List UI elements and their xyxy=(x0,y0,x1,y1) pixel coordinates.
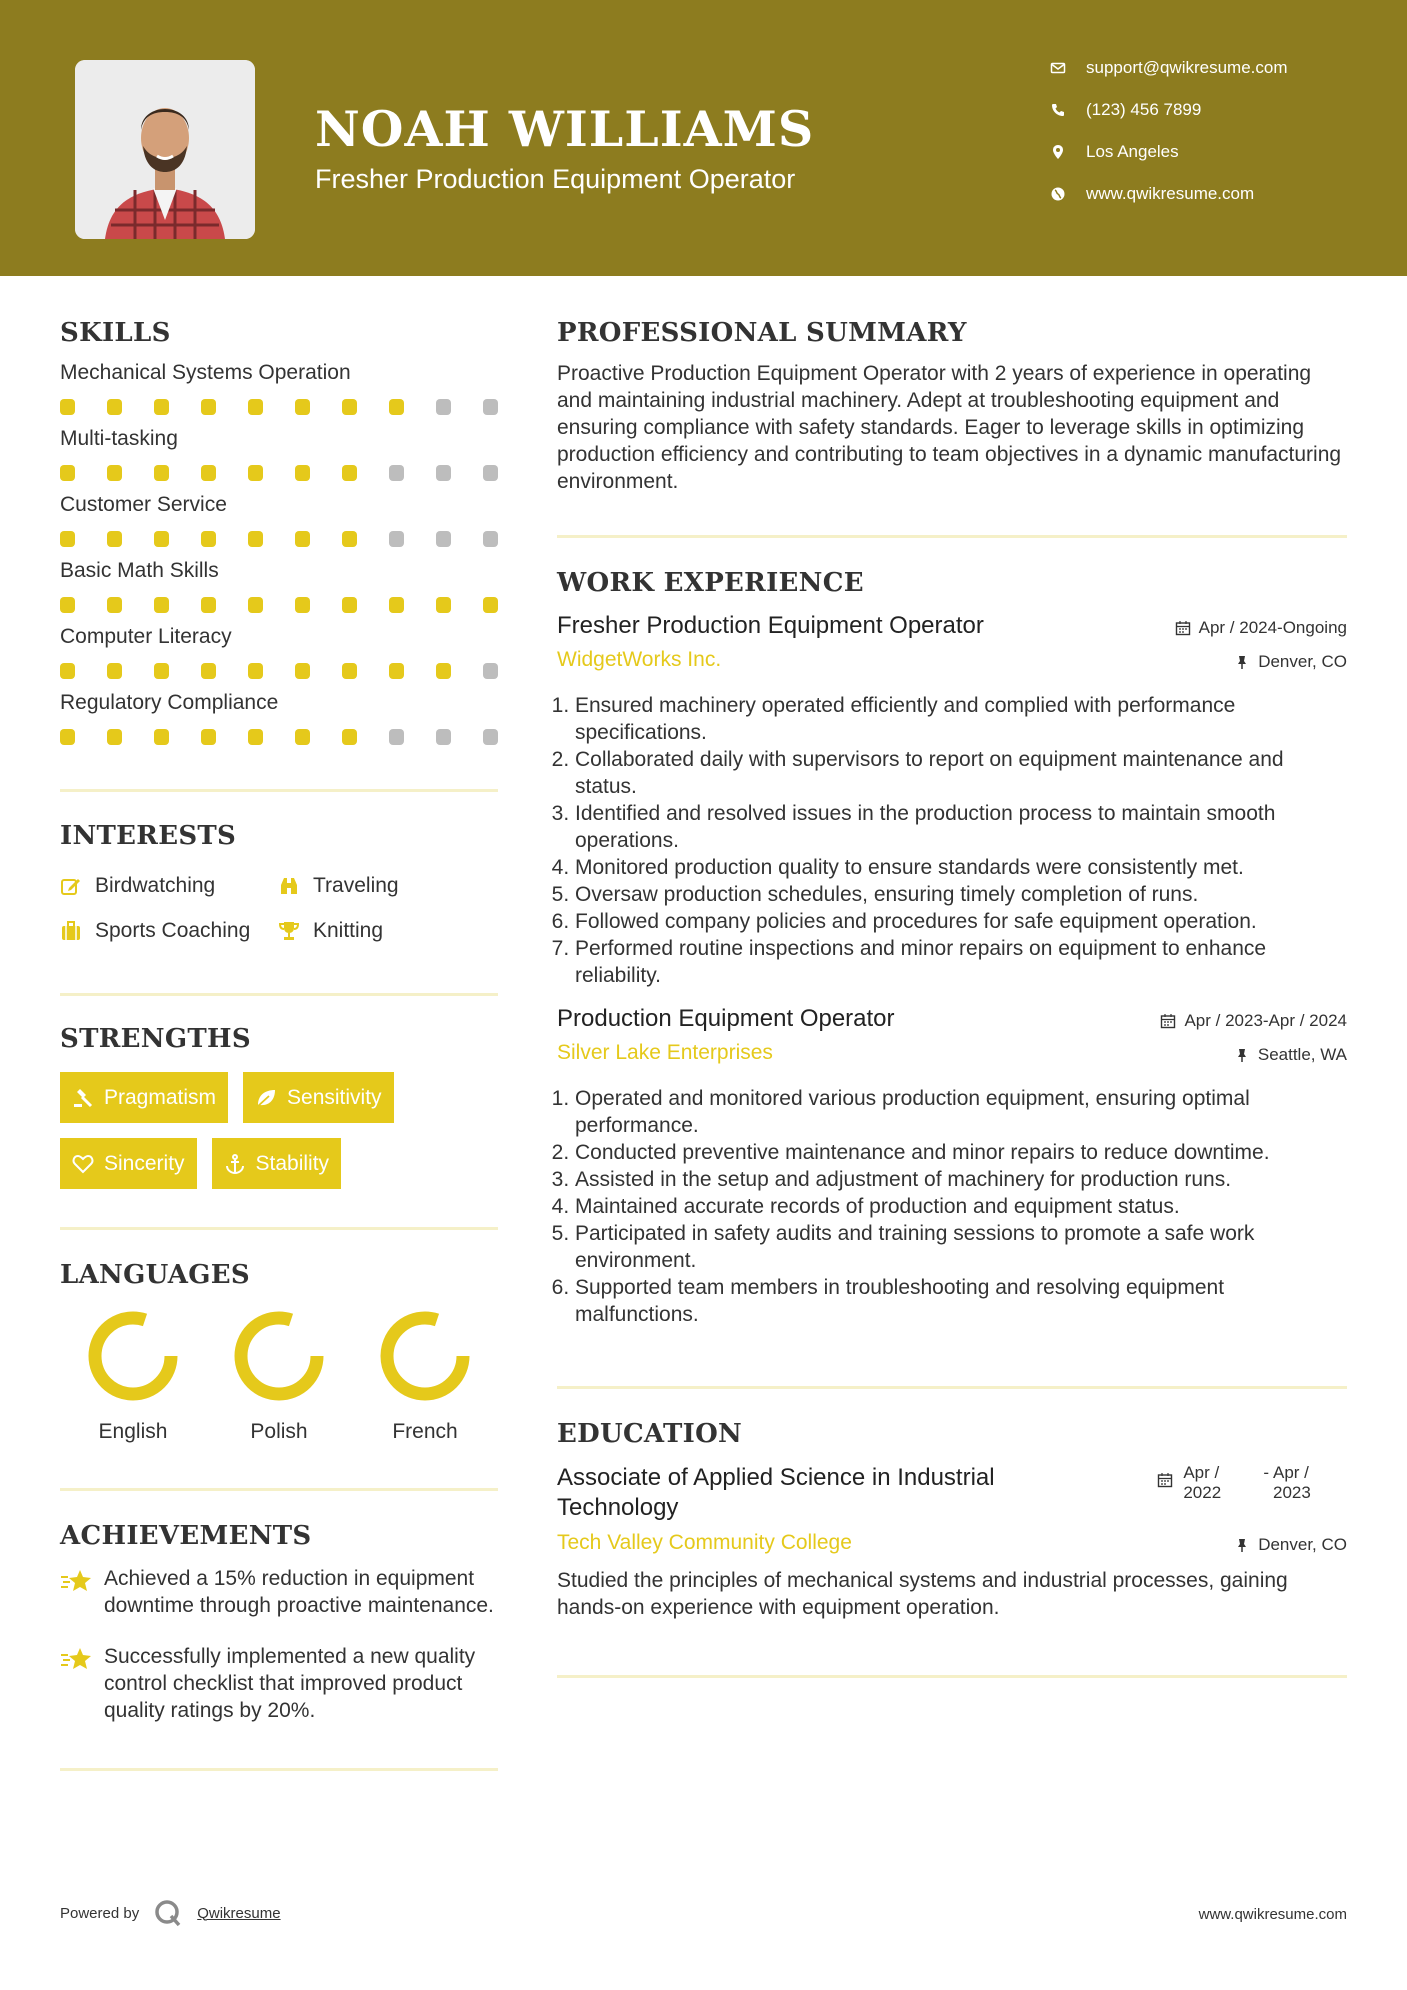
skill-dot xyxy=(389,597,404,613)
skill-dot xyxy=(107,597,122,613)
company-name: Silver Lake Enterprises xyxy=(557,1041,773,1064)
calendar-icon xyxy=(1160,1013,1176,1029)
education-heading: EDUCATION xyxy=(557,1419,743,1449)
skill-dot xyxy=(342,597,357,613)
job-subheader xyxy=(557,648,1347,678)
skill-dot xyxy=(201,597,216,613)
heart-icon xyxy=(72,1153,94,1175)
education-location xyxy=(1234,1535,1347,1555)
skill-dot xyxy=(201,663,216,679)
skill-dot xyxy=(436,465,451,481)
skill-name: Computer Literacy xyxy=(60,625,232,648)
skill-dot xyxy=(154,597,169,613)
contact-website[interactable] xyxy=(1050,184,1390,204)
trophy-icon xyxy=(278,920,300,942)
education-description: Studied the principles of mechanical systems and industrial processes, gaining hands-on experience with equipment operation. xyxy=(557,1569,1288,1619)
skill-name: Customer Service xyxy=(60,493,227,516)
strength-label: Pragmatism xyxy=(104,1085,217,1109)
skill-dot xyxy=(483,531,498,547)
duties-list xyxy=(557,1085,1347,1328)
left-column xyxy=(60,318,498,1771)
language-item xyxy=(206,1308,352,1444)
globe-icon xyxy=(1050,186,1086,202)
candidate-role: Fresher Production Equipment Operator xyxy=(315,164,796,194)
skill-dot xyxy=(436,663,451,679)
education-start: Apr / 2022 xyxy=(1183,1463,1222,1502)
language-level-arc xyxy=(95,1318,171,1394)
skill-dot xyxy=(107,663,122,679)
language-name: English xyxy=(98,1420,168,1443)
skill-dot xyxy=(483,663,498,679)
section-divider xyxy=(557,1675,1347,1678)
skill-dot xyxy=(154,729,169,745)
contact-email-text: support@qwikresume.com xyxy=(1086,58,1288,77)
education-header xyxy=(557,1463,1347,1525)
skill-dot xyxy=(295,597,310,613)
interest-label: Traveling xyxy=(313,873,399,897)
duty-item: 1. Operated and monitored various production equipment, ensuring optimal performance. xyxy=(575,1085,1347,1139)
language-ring xyxy=(231,1308,327,1404)
section-divider xyxy=(60,1768,498,1771)
strength-label: Sensitivity xyxy=(287,1085,382,1109)
job-header xyxy=(557,612,1347,648)
job-header xyxy=(557,1005,1347,1041)
phone-icon xyxy=(1050,102,1086,118)
strengths-heading: STRENGTHS xyxy=(60,1024,251,1054)
skill-dot xyxy=(295,663,310,679)
job-dates xyxy=(1160,1011,1347,1031)
star-badge-icon xyxy=(60,1567,94,1595)
duty-item: 4. Maintained accurate records of production and equipment status. xyxy=(575,1193,1347,1220)
duty-item: 4. Monitored production quality to ensure standards were consistently met. xyxy=(575,854,1347,881)
map-marker-icon xyxy=(1050,144,1086,160)
section-divider xyxy=(557,1386,1347,1389)
skill-dot xyxy=(295,531,310,547)
interest-label: Sports Coaching xyxy=(95,918,251,942)
skill-dot xyxy=(201,465,216,481)
skill-rating xyxy=(60,597,498,613)
date-separator: - xyxy=(1263,1463,1269,1482)
skill-dot xyxy=(295,465,310,481)
skill-dot xyxy=(436,399,451,415)
achievements-section xyxy=(60,1521,498,1771)
skill-dot xyxy=(60,399,75,415)
education-end: Apr / 2023 xyxy=(1273,1463,1311,1502)
skill-dot xyxy=(389,465,404,481)
skill-dot xyxy=(154,663,169,679)
duty-item: 5. Participated in safety audits and training sessions to promote a safe work environment. xyxy=(575,1220,1347,1274)
strengths-section xyxy=(60,1024,498,1230)
skill-dot xyxy=(154,399,169,415)
strength-tag xyxy=(243,1072,394,1123)
qwikresume-link[interactable]: Qwikresume xyxy=(197,1904,281,1922)
achievement-item xyxy=(60,1643,498,1724)
skill-dot xyxy=(248,663,263,679)
duty-item: 3. Identified and resolved issues in the production process to maintain smooth operations. xyxy=(575,800,1347,854)
strength-tag xyxy=(60,1138,197,1189)
skill-dot xyxy=(107,465,122,481)
section-divider xyxy=(60,1227,498,1230)
skill-dot xyxy=(107,729,122,745)
suitcase-icon xyxy=(60,920,82,942)
skill-dot xyxy=(154,465,169,481)
interests-heading: INTERESTS xyxy=(60,821,237,851)
job-location-text: Denver, CO xyxy=(1258,652,1347,671)
interest-label: Knitting xyxy=(313,918,384,942)
skill-dot xyxy=(201,729,216,745)
company-name: WidgetWorks Inc. xyxy=(557,648,722,671)
skill-dot xyxy=(389,663,404,679)
skill-dot xyxy=(60,597,75,613)
skill-dot xyxy=(248,729,263,745)
skill-dot xyxy=(389,399,404,415)
skill-dot xyxy=(342,465,357,481)
achievements-heading: ACHIEVEMENTS xyxy=(60,1521,312,1551)
duty-item: 6. Supported team members in troubleshooting and resolving equipment malfunctions. xyxy=(575,1274,1347,1328)
contact-phone[interactable] xyxy=(1050,100,1390,120)
languages-heading: LANGUAGES xyxy=(60,1260,250,1290)
interest-item xyxy=(278,908,383,953)
candidate-name: NOAH WILLIAMS xyxy=(315,100,815,158)
strengths-list xyxy=(60,1072,498,1189)
section-divider xyxy=(60,1488,498,1491)
skill-dot xyxy=(436,729,451,745)
skill-dot xyxy=(60,729,75,745)
job-location xyxy=(1234,652,1347,672)
skill-name: Mechanical Systems Operation xyxy=(60,361,351,384)
skill-dot xyxy=(436,531,451,547)
section-divider xyxy=(557,535,1347,538)
skill-rating xyxy=(60,399,498,415)
skill-dot xyxy=(483,465,498,481)
duty-item: 2. Conducted preventive maintenance and minor repairs to reduce downtime. xyxy=(575,1139,1347,1166)
experience-section xyxy=(557,568,1347,1389)
skill-name: Multi-tasking xyxy=(60,427,178,450)
job-entry xyxy=(557,612,1347,989)
education-subheader xyxy=(557,1531,1347,1561)
skills-section xyxy=(60,318,498,792)
header-banner xyxy=(0,0,1407,276)
footer-powered-by xyxy=(60,1898,281,1928)
binoculars-icon xyxy=(278,875,300,897)
calendar-icon xyxy=(1175,620,1191,636)
experience-heading: WORK EXPERIENCE xyxy=(557,568,864,598)
achievement-text: Achieved a 15% reduction in equipment downtime through proactive maintenance. xyxy=(104,1567,494,1617)
languages-list xyxy=(60,1308,498,1444)
language-item xyxy=(60,1308,206,1444)
skill-name: Basic Math Skills xyxy=(60,559,219,582)
contact-location xyxy=(1050,142,1390,162)
achievement-item xyxy=(60,1565,498,1619)
envelope-icon xyxy=(1050,60,1086,76)
duty-item: 3. Assisted in the setup and adjustment of machinery for production runs. xyxy=(575,1166,1347,1193)
job-subheader xyxy=(557,1041,1347,1071)
skill-dot xyxy=(107,399,122,415)
skill-dot xyxy=(248,399,263,415)
skill-rating xyxy=(60,531,498,547)
section-divider xyxy=(60,993,498,996)
summary-text: Proactive Production Equipment Operator with 2 years of experience in operating and maintaining industrial machinery. Adept at troubleshooting equipment and ensuring compliance with safety standards. Eager to leverage skills in optimizing production efficiency and contributing to team objectives in a dynamic manufacturing environment. xyxy=(557,362,1342,493)
strength-label: Stability xyxy=(255,1151,330,1175)
profile-photo xyxy=(75,60,255,239)
skills-heading: SKILLS xyxy=(60,318,171,348)
skill-dot xyxy=(483,399,498,415)
education-dates xyxy=(1157,1463,1317,1503)
qwikresume-logo-icon xyxy=(153,1898,183,1928)
duty-item: 7. Performed routine inspections and minor repairs on equipment to enhance reliability. xyxy=(575,935,1347,989)
skill-dot xyxy=(201,531,216,547)
skill-rating xyxy=(60,663,498,679)
skill-dot xyxy=(295,399,310,415)
skill-name: Regulatory Compliance xyxy=(60,691,279,714)
skill-dot xyxy=(342,399,357,415)
duty-item: 2. Collaborated daily with supervisors to report on equipment maintenance and status. xyxy=(575,746,1347,800)
duty-item: 5. Oversaw production schedules, ensuring timely completion of runs. xyxy=(575,881,1347,908)
skill-dot xyxy=(60,531,75,547)
contact-location-text: Los Angeles xyxy=(1086,142,1179,161)
skill-dot xyxy=(436,597,451,613)
skill-dot xyxy=(342,729,357,745)
skill-dot xyxy=(60,465,75,481)
skill-rating xyxy=(60,729,498,745)
skill-dot xyxy=(201,399,216,415)
job-dates-text: Apr / 2024-Ongoing xyxy=(1198,618,1347,637)
summary-section xyxy=(557,318,1347,538)
contact-phone-text: (123) 456 7899 xyxy=(1086,100,1202,119)
right-column xyxy=(557,318,1347,1678)
job-location-text: Seattle, WA xyxy=(1257,1045,1347,1064)
duty-item: 1. Ensured machinery operated efficiently and complied with performance specifications. xyxy=(575,692,1347,746)
duty-item: 6. Followed company policies and procedures for safe equipment operation. xyxy=(575,908,1347,935)
pushpin-icon xyxy=(1234,654,1250,670)
skill-dot xyxy=(483,597,498,613)
skill-dot xyxy=(107,531,122,547)
job-dates-text: Apr / 2023-Apr / 2024 xyxy=(1184,1011,1347,1030)
skill-dot xyxy=(154,531,169,547)
interest-item xyxy=(278,863,399,908)
contact-email[interactable] xyxy=(1050,58,1390,78)
interest-label: Birdwatching xyxy=(95,873,216,897)
language-level-arc xyxy=(387,1318,463,1394)
language-level-arc xyxy=(241,1318,317,1394)
interests-list xyxy=(60,863,498,953)
skill-dot xyxy=(248,465,263,481)
section-divider xyxy=(60,789,498,792)
strength-tag xyxy=(212,1138,342,1189)
achievement-text: Successfully implemented a new quality control checklist that improved product quality ratings by 20%. xyxy=(104,1645,476,1722)
language-ring xyxy=(85,1308,181,1404)
strength-label: Sincerity xyxy=(104,1151,185,1175)
powered-by-label: Powered by xyxy=(60,1904,140,1922)
skill-dot xyxy=(295,729,310,745)
gavel-icon xyxy=(72,1087,94,1109)
skill-dot xyxy=(389,729,404,745)
skill-dot xyxy=(483,729,498,745)
skill-rating xyxy=(60,465,498,481)
language-ring xyxy=(377,1308,473,1404)
skill-dot xyxy=(60,663,75,679)
language-name: Polish xyxy=(250,1420,308,1443)
calendar-icon xyxy=(1157,1472,1173,1488)
anchor-icon xyxy=(224,1153,246,1175)
degree-title: Associate of Applied Science in Industrial Technology xyxy=(557,1464,995,1521)
contact-website-text: www.qwikresume.com xyxy=(1086,184,1255,203)
footer-website[interactable]: www.qwikresume.com xyxy=(1198,1906,1347,1923)
education-location-text: Denver, CO xyxy=(1258,1535,1347,1554)
pushpin-icon xyxy=(1234,1047,1250,1063)
job-dates xyxy=(1175,618,1347,638)
skill-dot xyxy=(248,531,263,547)
skill-dot xyxy=(342,663,357,679)
job-title: Fresher Production Equipment Operator xyxy=(557,612,984,639)
job-title: Production Equipment Operator xyxy=(557,1005,895,1032)
skills-list xyxy=(60,361,498,745)
summary-heading: PROFESSIONAL SUMMARY xyxy=(557,318,967,348)
language-item xyxy=(352,1308,498,1444)
interests-section xyxy=(60,821,498,996)
education-section xyxy=(557,1419,1347,1678)
pencil-square-icon xyxy=(60,875,82,897)
pushpin-icon xyxy=(1234,1537,1250,1553)
star-badge-icon xyxy=(60,1645,94,1673)
skill-dot xyxy=(248,597,263,613)
job-entry xyxy=(557,1005,1347,1328)
language-name: French xyxy=(392,1420,458,1443)
skill-dot xyxy=(389,531,404,547)
languages-section xyxy=(60,1260,498,1491)
leaf-icon xyxy=(255,1087,277,1109)
strength-tag xyxy=(60,1072,228,1123)
interest-item xyxy=(60,908,278,953)
skill-dot xyxy=(342,531,357,547)
job-location xyxy=(1234,1045,1347,1065)
interest-item xyxy=(60,863,278,908)
duties-list xyxy=(557,692,1347,989)
school-name: Tech Valley Community College xyxy=(557,1531,852,1554)
